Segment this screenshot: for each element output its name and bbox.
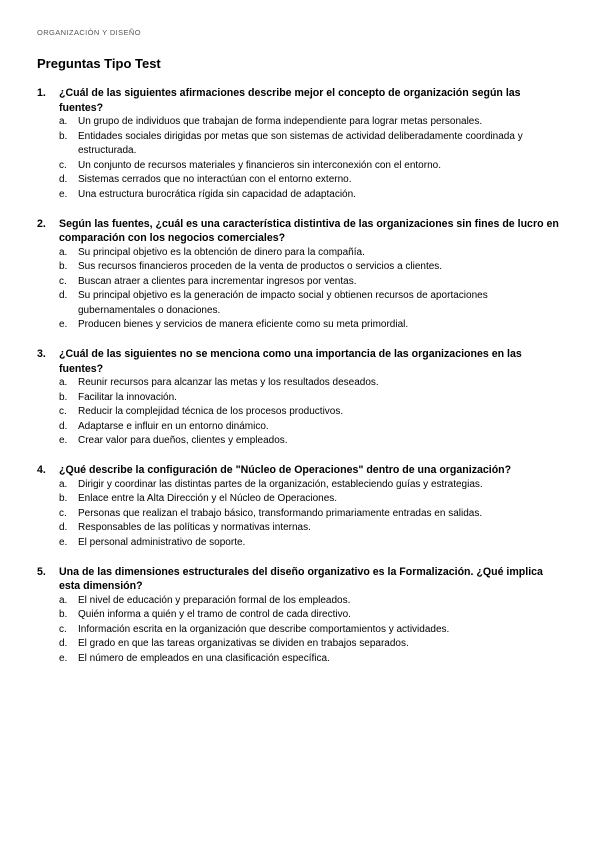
option-d: [59, 637, 560, 652]
option-text: Buscan atraer a clientes para incrementar ingresos por ventas.: [78, 275, 357, 287]
question-1: [37, 86, 560, 202]
option-text: El número de empleados en una clasificación específica.: [78, 652, 330, 664]
option-letter: b.: [59, 261, 68, 272]
running-header: ORGANIZACIÓN Y DISEÑO: [37, 28, 141, 37]
question-text: Una de las dimensiones estructurales del diseño organizativo es la Formalización. ¿Qué implica esta dimensión?: [59, 565, 543, 592]
option-b: [59, 492, 560, 507]
option-e: [59, 536, 560, 551]
option-c: [59, 507, 560, 522]
option-letter: c.: [59, 623, 67, 635]
option-letter: e.: [59, 536, 68, 548]
question-2: [37, 217, 560, 333]
option-e: [59, 652, 560, 667]
option-text: Sistemas cerrados que no interactúan con el entorno externo.: [78, 174, 352, 185]
option-text: Sus recursos financieros proceden de la venta de productos o servicios a clientes.: [78, 261, 443, 272]
option-letter: a.: [59, 246, 68, 258]
option-letter: e.: [59, 319, 68, 330]
option-list: [37, 115, 560, 202]
option-text: Un conjunto de recursos materiales y financieros sin interconexión con el entorno.: [78, 159, 441, 171]
option-text: Facilitar la innovación.: [78, 391, 177, 403]
question-number: 5.: [37, 565, 46, 578]
option-letter: b.: [59, 391, 68, 403]
option-letter: b.: [59, 493, 68, 504]
question-number: 2.: [37, 217, 46, 230]
option-letter: d.: [59, 174, 68, 185]
option-letter: c.: [59, 507, 67, 519]
option-letter: a.: [59, 478, 68, 490]
question-number: 4.: [37, 464, 46, 476]
option-text: Crear valor para dueños, clientes y empleados.: [78, 435, 288, 446]
question-text: ¿Cuál de las siguientes no se menciona como una importancia de las organizaciones en las fuentes?: [59, 348, 522, 375]
option-letter: d.: [59, 420, 68, 432]
option-a: [59, 376, 560, 391]
question-text: ¿Cuál de las siguientes afirmaciones describe mejor el concepto de organización según las fuentes?: [59, 87, 521, 114]
option-letter: a.: [59, 594, 68, 606]
option-list: [37, 376, 560, 449]
question-text: Según las fuentes, ¿cuál es una característica distintiva de las organizaciones sin fines de lucro en comparación con los negocios comerciales?: [59, 217, 559, 244]
option-b: [59, 130, 560, 159]
option-letter: d.: [59, 638, 68, 649]
option-d: [59, 420, 560, 435]
question-5: [37, 565, 560, 667]
option-text: Producen bienes y servicios de manera eficiente como su meta primordial.: [78, 319, 409, 330]
option-text: Quién informa a quién y el tramo de control de cada directivo.: [78, 609, 351, 620]
option-text: Su principal objetivo es la generación de impacto social y obtienen recursos de aportaciones gubernamentales o donaciones.: [78, 290, 488, 316]
option-text: Enlace entre la Alta Dirección y el Núcleo de Operaciones.: [78, 493, 338, 504]
option-a: [59, 115, 560, 130]
option-letter: b.: [59, 609, 68, 620]
option-letter: e.: [59, 188, 68, 200]
option-d: [59, 173, 560, 188]
option-text: El personal administrativo de soporte.: [78, 536, 246, 548]
option-b: [59, 260, 560, 275]
question-4: [37, 463, 560, 550]
option-letter: d.: [59, 522, 68, 533]
option-a: [59, 478, 560, 493]
option-text: Su principal objetivo es la obtención de dinero para la compañía.: [78, 246, 365, 258]
option-text: Personas que realizan el trabajo básico, transformando primariamente entradas en salidas.: [78, 507, 483, 519]
question-3: [37, 347, 560, 449]
option-text: Dirigir y coordinar las distintas partes de la organización, estableciendo guías y estrategias.: [78, 478, 483, 490]
option-e: [59, 318, 560, 333]
option-text: Responsables de las políticas y normativas internas.: [78, 522, 311, 533]
option-c: [59, 275, 560, 290]
option-d: [59, 521, 560, 536]
option-letter: d.: [59, 290, 68, 301]
option-list: [37, 478, 560, 551]
option-list: [37, 594, 560, 667]
option-d: [59, 289, 560, 318]
option-text: Información escrita en la organización que describe comportamientos y actividades.: [78, 623, 450, 635]
option-c: [59, 405, 560, 420]
option-text: Un grupo de individuos que trabajan de forma independiente para lograr metas personales.: [78, 116, 483, 127]
question-text: ¿Qué describe la configuración de "Núcleo de Operaciones" dentro de una organización?: [59, 464, 512, 476]
option-b: [59, 608, 560, 623]
option-letter: a.: [59, 377, 68, 388]
option-letter: b.: [59, 130, 68, 142]
option-list: [37, 246, 560, 333]
option-letter: c.: [59, 406, 67, 417]
question-list: [37, 86, 560, 681]
option-letter: e.: [59, 652, 68, 664]
option-letter: c.: [59, 275, 67, 287]
option-text: Reunir recursos para alcanzar las metas y los resultados deseados.: [78, 377, 379, 388]
option-letter: c.: [59, 159, 67, 171]
option-text: Entidades sociales dirigidas por metas que son sistemas de actividad deliberadamente coordinada y estructurada.: [78, 130, 523, 156]
question-number: 3.: [37, 348, 46, 360]
option-letter: e.: [59, 435, 68, 446]
option-a: [59, 594, 560, 609]
question-number: 1.: [37, 87, 46, 99]
option-text: Reducir la complejidad técnica de los procesos productivos.: [78, 406, 344, 417]
option-b: [59, 391, 560, 406]
option-text: Adaptarse e influir en un entorno dinámico.: [78, 420, 269, 432]
option-letter: a.: [59, 116, 68, 127]
option-c: [59, 623, 560, 638]
page-title: Preguntas Tipo Test: [37, 56, 161, 71]
option-e: [59, 434, 560, 449]
option-text: Una estructura burocrática rígida sin capacidad de adaptación.: [78, 188, 356, 200]
option-c: [59, 159, 560, 174]
option-a: [59, 246, 560, 261]
option-text: El grado en que las tareas organizativas se dividen en trabajos separados.: [78, 638, 409, 649]
option-e: [59, 188, 560, 203]
option-text: El nivel de educación y preparación formal de los empleados.: [78, 594, 351, 606]
